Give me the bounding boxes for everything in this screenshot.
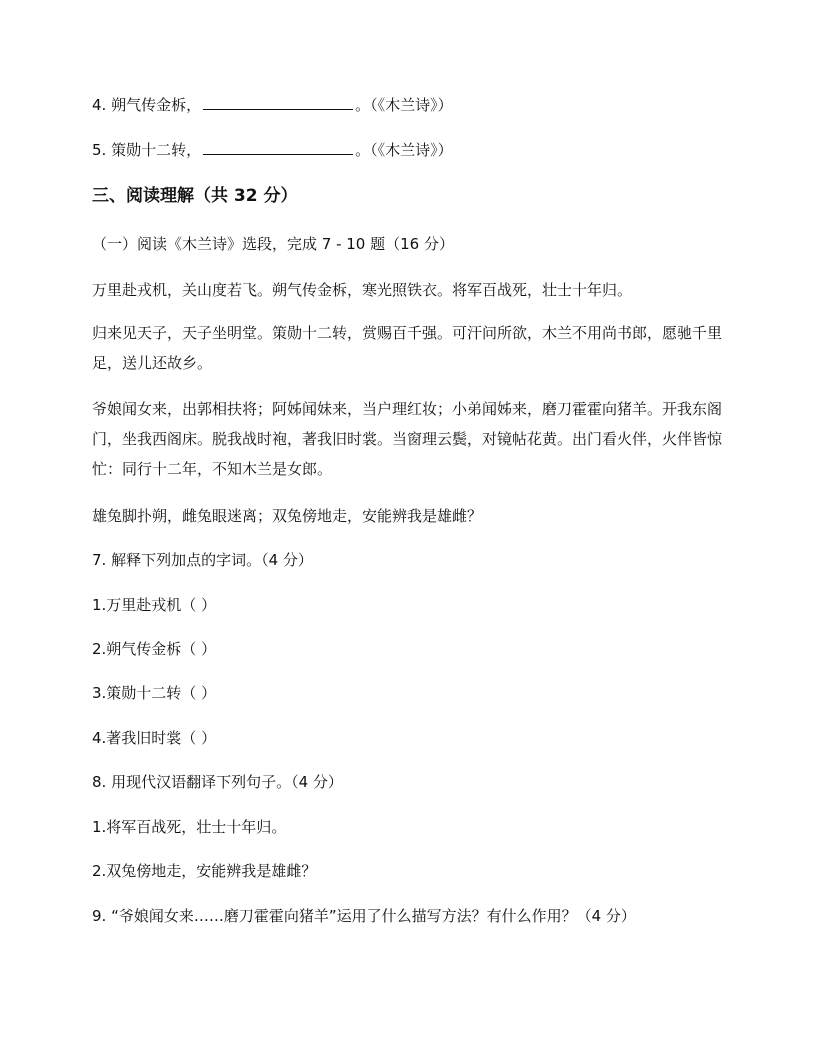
answer-blank[interactable] xyxy=(203,139,353,155)
fill-blank-item-5 xyxy=(92,139,724,161)
question-8-title: 8. 用现代汉语翻译下列句子。（4 分） xyxy=(92,773,343,791)
fill-blank-prefix: 4. 朔气传金柝， xyxy=(92,96,202,114)
question-7-item: 3.策勋十二转（ ） xyxy=(92,684,217,702)
passage-paragraph-2: 归来见天子，天子坐明堂。策勋十二转，赏赐百千强。可汗问所欲，木兰不用尚书郎，愿驰千里足，送儿还故乡。 xyxy=(92,324,723,372)
passage-paragraph-3: 爷娘闻女来，出郭相扶将；阿姊闻妹来，当户理红妆；小弟闻姊来，磨刀霍霍向猪羊。开我东阁门，坐我西阁床。脱我战时袍，著我旧时裳。当窗理云鬓，对镜帖花黄。出门看火伴，火伴皆惊忙：同行十二年，不知木兰是女郎。 xyxy=(92,400,723,478)
fill-blank-prefix: 5. 策勋十二转， xyxy=(92,141,202,159)
fill-blank-suffix: 。（《木兰诗》） xyxy=(355,141,453,159)
question-8-item: 1.将军百战死，壮士十年归。 xyxy=(92,818,287,836)
section-heading: 三、阅读理解（共 32 分） xyxy=(92,186,298,206)
passage-paragraph-1: 万里赴戎机，关山度若飞。朔气传金柝，寒光照铁衣。将军百战死，壮士十年归。 xyxy=(92,281,633,299)
passage-intro: （一）阅读《木兰诗》选段，完成 7 - 10 题（16 分） xyxy=(92,235,454,253)
question-7-item: 1.万里赴戎机（ ） xyxy=(92,596,217,614)
question-9-title: 9. “爷娘闻女来……磨刀霍霍向猪羊”运用了什么描写方法？有什么作用？（4 分） xyxy=(92,907,636,925)
answer-blank[interactable] xyxy=(203,94,353,110)
fill-blank-item-4 xyxy=(92,94,724,116)
question-7-item: 2.朔气传金柝（ ） xyxy=(92,640,217,658)
question-8-item: 2.双兔傍地走，安能辨我是雄雌？ xyxy=(92,862,317,880)
question-7-title: 7. 解释下列加点的字词。（4 分） xyxy=(92,551,313,569)
passage-paragraph-4: 雄兔脚扑朔，雌兔眼迷离；双兔傍地走，安能辨我是雄雌？ xyxy=(92,507,483,525)
question-7-item: 4.著我旧时裳（ ） xyxy=(92,729,217,747)
fill-blank-suffix: 。（《木兰诗》） xyxy=(355,96,453,114)
